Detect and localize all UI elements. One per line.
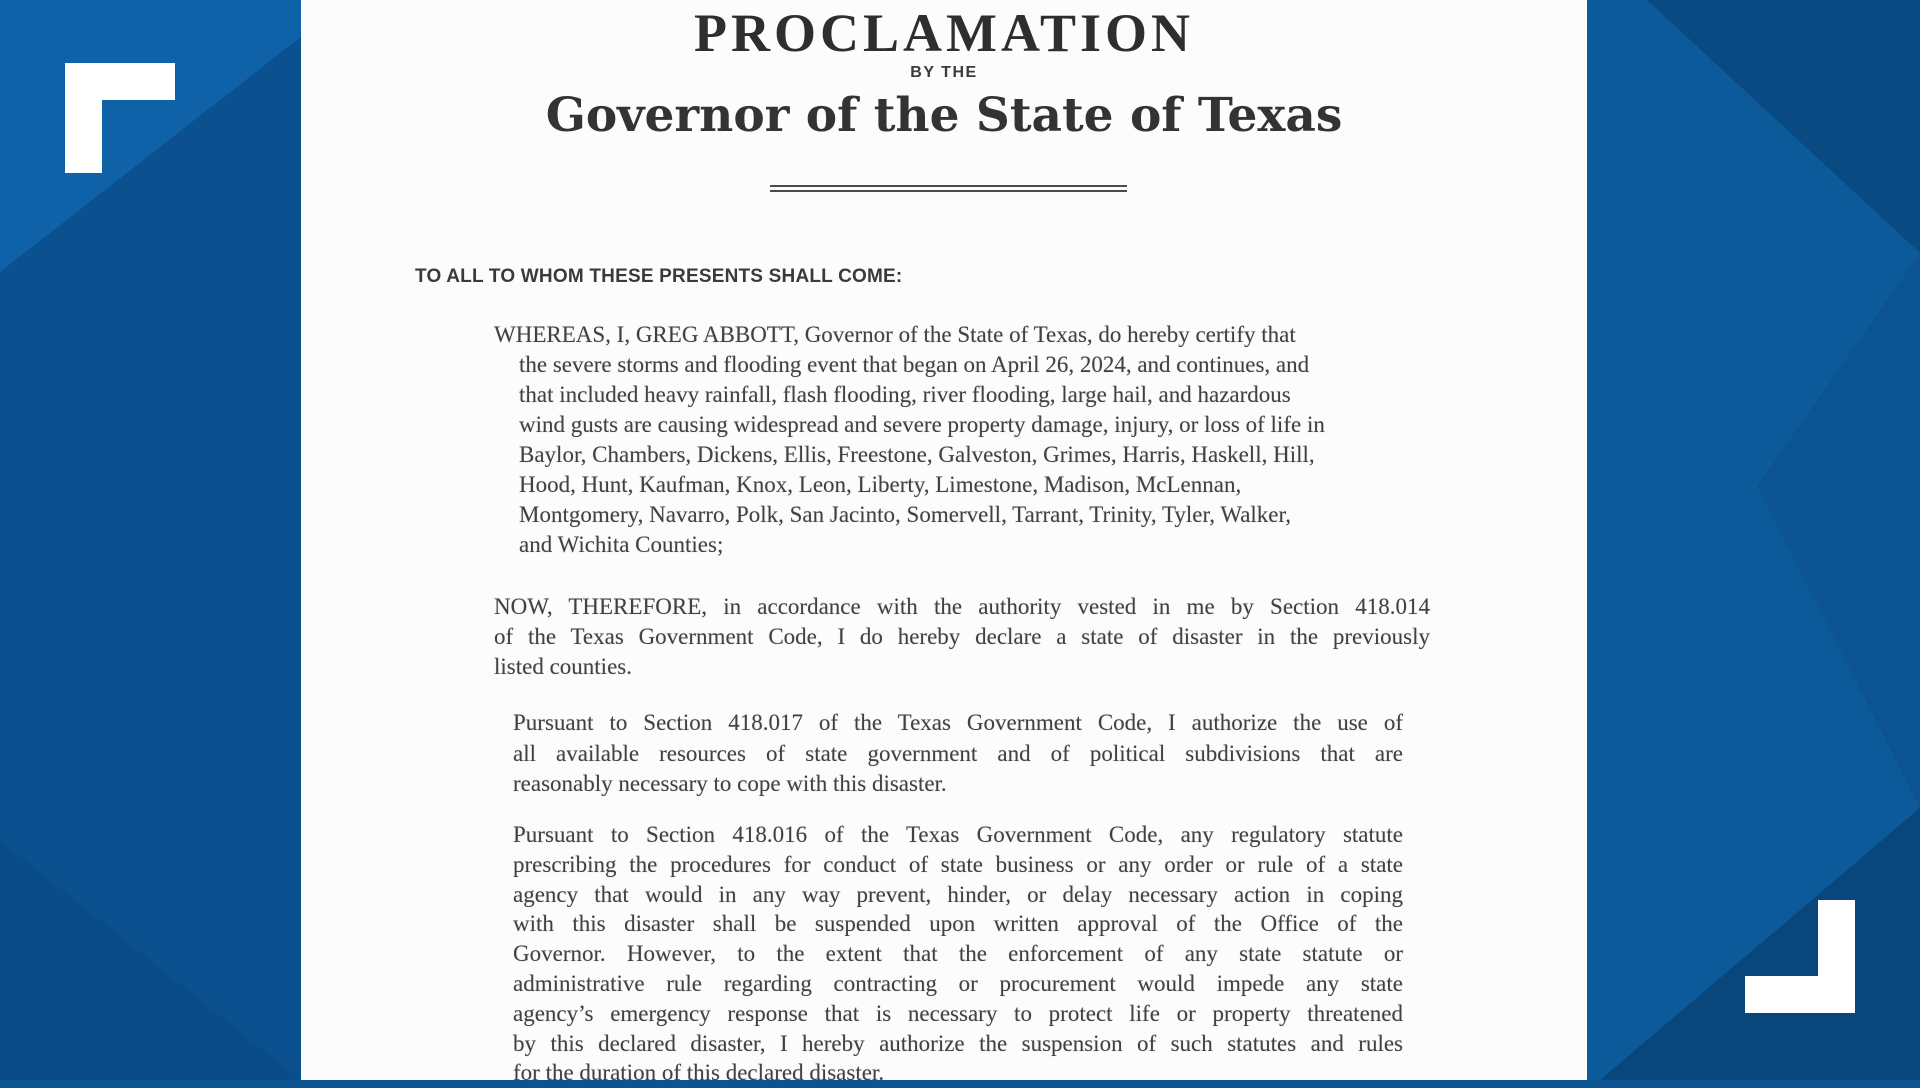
paragraph-pursuant-418-017: Pursuant to Section 418.017 of the Texas Government Code, I authorize the use of all available resources of state government and of political subdivisions that are reasonably necessary to cope with this disaster. [513, 710, 1403, 796]
proclamation-document [301, 0, 1587, 1086]
paragraph-now-therefore: NOW, THEREFORE, in accordance with the authority vested in me by Section 418.014 of the Texas Government Code, I do hereby declare a state of disaster in the previously listed counties. [494, 594, 1430, 679]
background-facet-top-right [1647, 0, 1920, 253]
document-salutation: TO ALL TO WHOM THESE PRESENTS SHALL COME: [415, 266, 903, 287]
background-facet-mid-right [1757, 253, 1920, 808]
document-title: PROCLAMATION [694, 3, 1194, 63]
corner-bracket-bottom-right-icon [1745, 900, 1855, 1013]
header-double-rule [770, 185, 1127, 192]
paragraph-whereas: WHEREAS, I, GREG ABBOTT, Governor of the State of Texas, do hereby certify that the severe storms and flooding event that began on April 26, 2024, and continues, and that included heavy rainfall, flash flooding, river flooding, large hail, and hazardous wind gusts are causing widespread and severe property damage, injury, or loss of life in Baylor, Chambers, Dickens, Ellis, Freestone, Galveston, Grimes, Harris, Haskell, Hill, Hood, Hunt, Kaufman, Knox, Leon, Liberty, Limestone, Madison, McLennan, Montgomery, Navarro, Polk, San Jacinto, Somervell, Tarrant, Trinity, Tyler, Walker, and Wichita Counties; [494, 322, 1325, 557]
document-subtitle: BY THE [910, 64, 978, 81]
paragraph-pursuant-418-016: Pursuant to Section 418.016 of the Texas Government Code, any regulatory statute prescribing the procedures for conduct of state business or any order or rule of a state agency that would in any way prevent, hinder, or delay necessary action in coping with this disaster shall be suspended upon written approval of the Office of the Governor. However, to the extent that the enforcement of any state statute or administrative rule regarding contracting or procurement would impede any state agency’s emergency response that is necessary to protect life or property threatened by this declared disaster, I hereby authorize the suspension of such statutes and rules for the duration of this declared disaster. [513, 822, 1403, 1086]
document-issuer: Governor of the State of Texas [545, 88, 1343, 143]
corner-bracket-top-left-icon [65, 63, 175, 173]
